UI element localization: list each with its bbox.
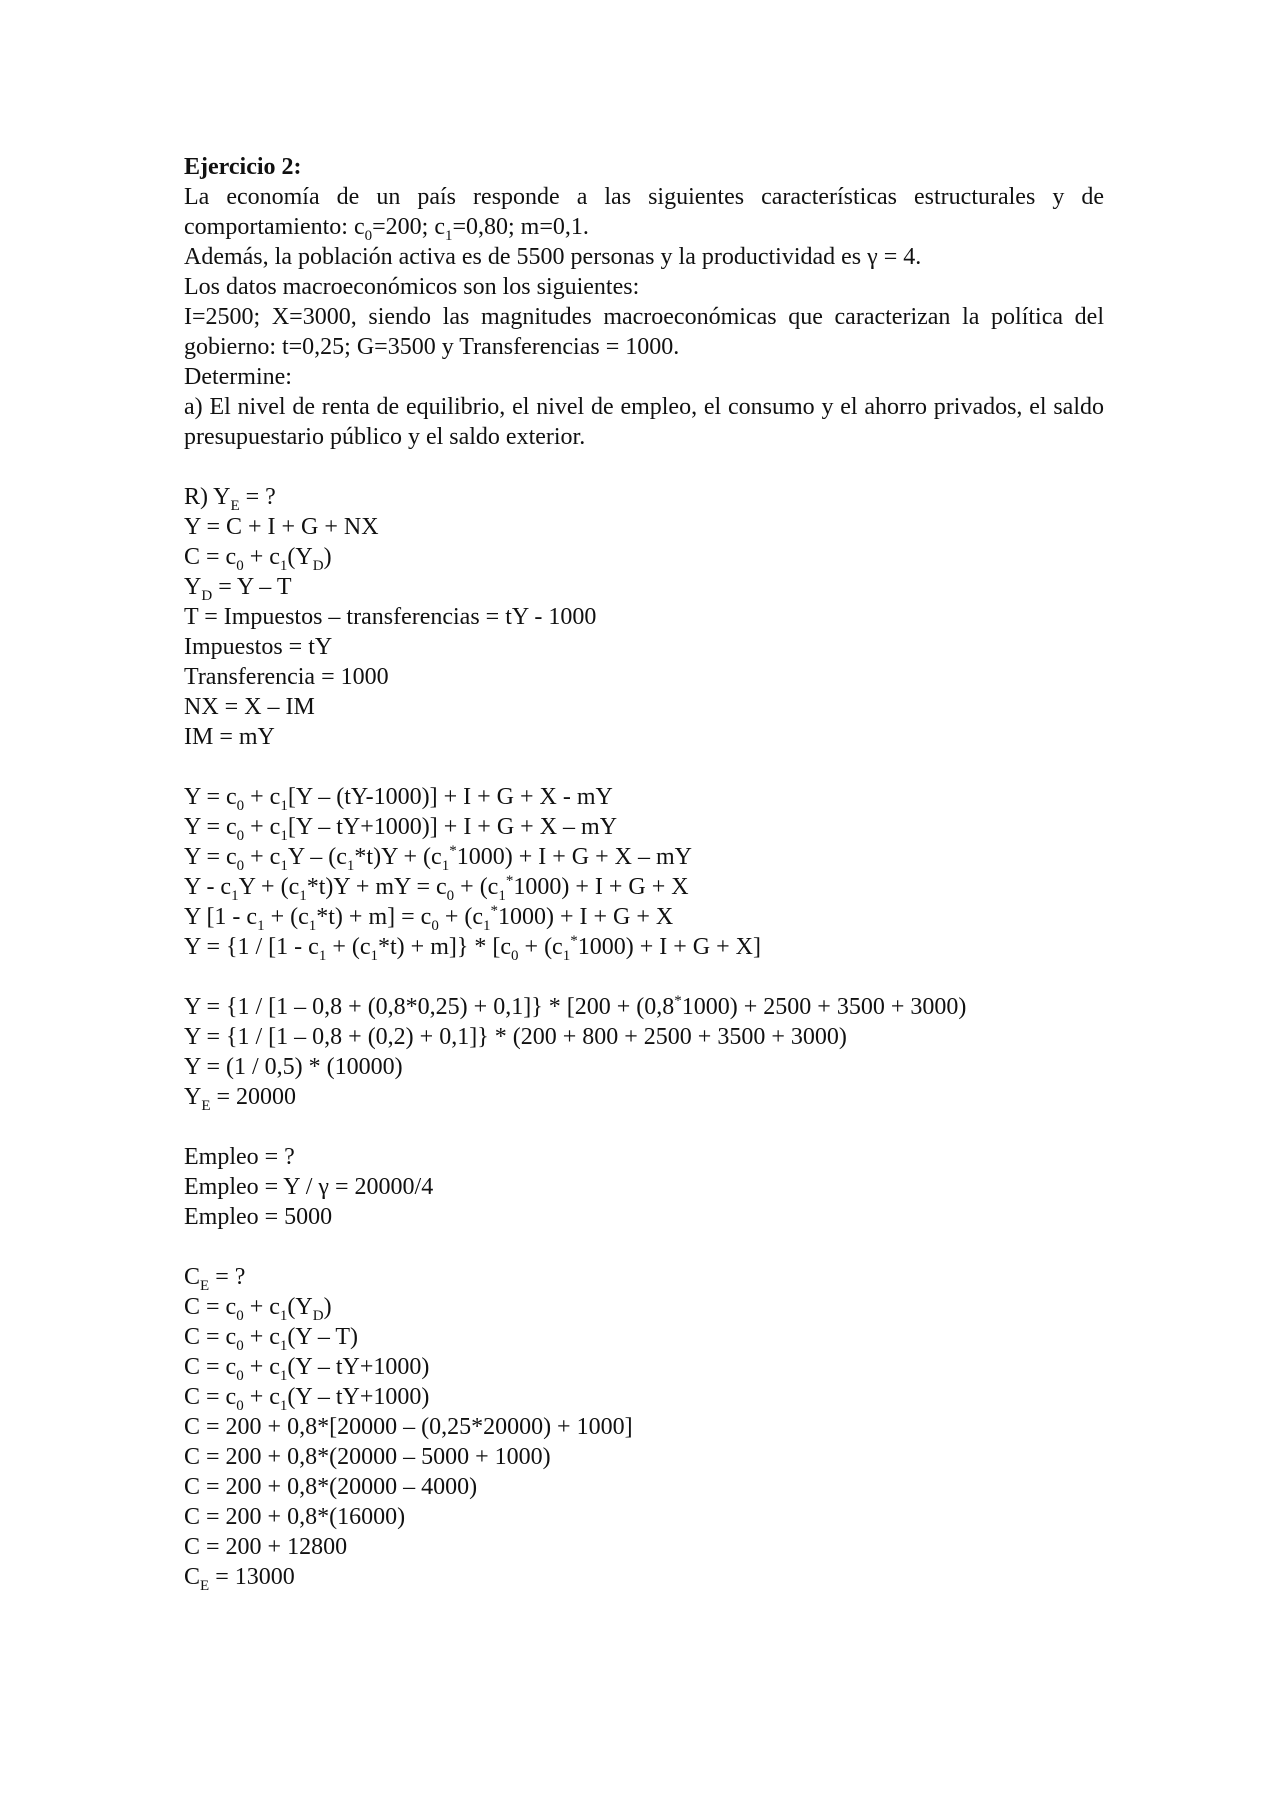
equation-line: $C = c_0 + c_1(Y - tY+1000)$ (184, 1354, 430, 1384)
equation-line: $Y - c_1Y + (c_1*t)Y$ + mY = $c_0 + (c_1^*1000) + I + G + X$ (184, 873, 689, 904)
equation-line: C = 200 + 0,8*[20000 – (0,25*20000) + 1000] (184, 1414, 633, 1440)
solution-block (184, 1262, 1104, 1592)
equation-line: T = Impuestos – transferencias = tY - 1000 (184, 604, 597, 630)
equation-line: Empleo = Y / γ = 20000/4 (184, 1174, 434, 1200)
equation-line: $Y = c_0 + c_1Y - (c_1*t)Y + (c_1^*1000) + I + G + X$ – mY (184, 843, 692, 874)
exercise-title: Ejercicio 2: (184, 154, 302, 180)
solution-block (184, 482, 1104, 752)
statement-paragraph: Los datos macroeconómicos son los siguientes: (184, 274, 640, 300)
equation-line: $Y = c_0 + c_1[Y - (tY-1000)] + I + G + X$ - mY (184, 784, 613, 814)
solution-block (184, 782, 1104, 962)
equation-line: $C_E = 13000$ (184, 1564, 295, 1594)
solution-block (184, 1142, 1104, 1232)
equation-line: R) $Y_E$ = ? (184, 484, 276, 514)
equation-line: $Y = \{1 / [1 - c_1 + (c_1*t) + m]\} * [c_0 + (c_1^*1000) + I + G + X]$ (184, 933, 761, 964)
equation-line: NX = X – IM (184, 694, 315, 720)
equation-line: Y = {1 / [1 – 0,8 + (0,8*0,25) + 0,1]} * [200 + (0,8*1000) + 2500 + 3500 + 3000) (184, 993, 967, 1020)
statement-paragraph: Además, la población activa es de 5500 personas y la productividad es γ = 4. (184, 244, 922, 270)
equation-line: Empleo = ? (184, 1144, 295, 1170)
equation-line: $C = c_0 + c_1(Y - T)$ (184, 1324, 359, 1354)
exercise-statement (184, 182, 1104, 452)
equation-line: $C = c_0 + c_1(Y_D)$ (184, 544, 332, 574)
equation-line: $C_E$ = ? (184, 1264, 246, 1294)
equation-line: Y = (1 / 0,5) * (10000) (184, 1054, 403, 1080)
equation-line: $Y_E = 20000$ (184, 1084, 297, 1114)
equation-line: Y = C + I + G + NX (184, 514, 379, 540)
statement-paragraph: La economía de un país responde a las siguientes características estructurales y de comportamiento: $c_0=200$; $c_1=0,80$; m=0,1. (184, 184, 1104, 244)
solution (184, 482, 1104, 1592)
equation-line: Transferencia = 1000 (184, 664, 389, 690)
equation-line: Y = {1 / [1 – 0,8 + (0,2) + 0,1]} * (200 + 800 + 2500 + 3500 + 3000) (184, 1024, 847, 1050)
equation-line: C = 200 + 0,8*(20000 – 5000 + 1000) (184, 1444, 551, 1470)
statement-paragraph: I=2500; X=3000, siendo las magnitudes macroeconómicas que caracterizan la política del gobierno: t=0,25; G=3500 y Transferencias = 1000. (184, 304, 1104, 360)
statement-paragraph: Determine: (184, 364, 292, 390)
equation-line: Y $[1 - c_1 + (c_1*t) + m] = c_0 + (c_1^*1000) + I + G + X$ (184, 903, 674, 934)
equation-line: Impuestos = tY (184, 634, 333, 660)
statement-paragraph: a) El nivel de renta de equilibrio, el nivel de empleo, el consumo y el ahorro privados, el saldo presupuestario público y el saldo exterior. (184, 394, 1104, 450)
equation-line: $C = c_0 + c_1(Y - tY+1000)$ (184, 1384, 430, 1414)
equation-line: $Y = c_0 + c_1[Y - tY+1000)] + I + G + X$ – mY (184, 814, 618, 844)
equation-line: Empleo = 5000 (184, 1204, 333, 1230)
equation-line: $C = c_0 + c_1(Y_D)$ (184, 1294, 332, 1324)
equation-line: IM = mY (184, 724, 275, 750)
equation-line: C = 200 + 12800 (184, 1534, 348, 1560)
equation-line: C = 200 + 0,8*(20000 – 4000) (184, 1474, 478, 1500)
equation-line: $Y_D = Y - T$ (184, 574, 292, 604)
equation-line: C = 200 + 0,8*(16000) (184, 1504, 406, 1530)
solution-block (184, 992, 1104, 1112)
document-page (184, 152, 1104, 1592)
